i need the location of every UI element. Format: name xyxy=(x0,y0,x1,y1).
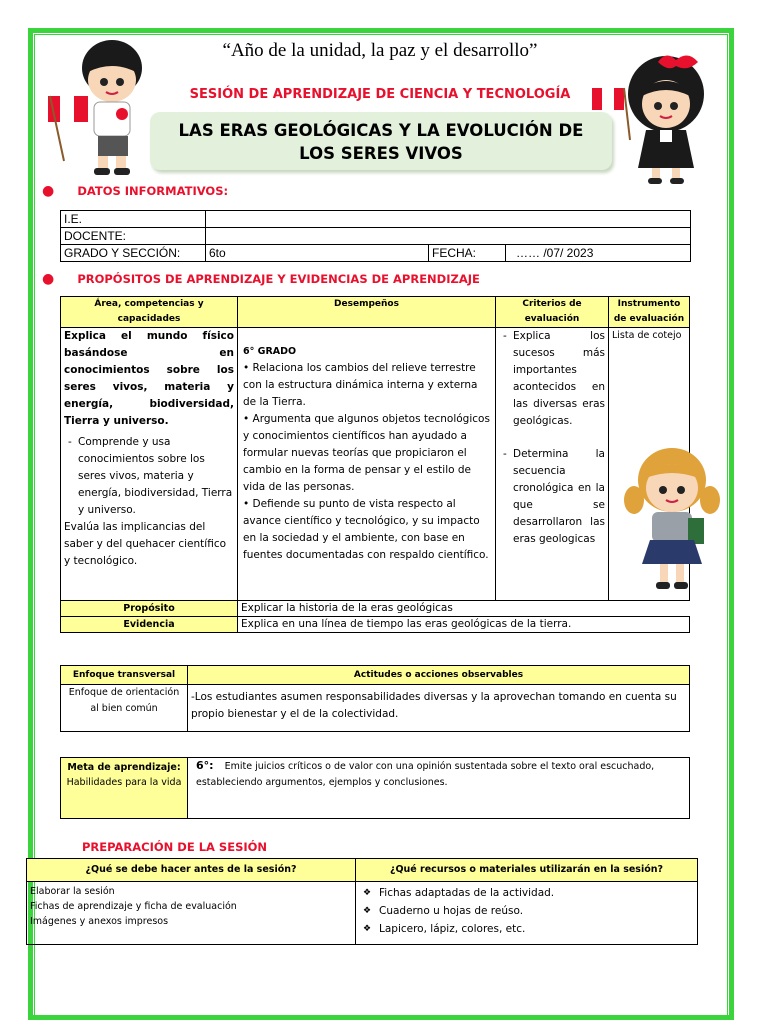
diamond-bullet-icon: ❖ xyxy=(363,924,372,934)
session-title-line2: LOS SERES VIVOS xyxy=(299,144,463,163)
proposito-value: Explicar la historia de la eras geológicas xyxy=(238,601,690,617)
docente-value xyxy=(206,228,691,245)
recurso-item xyxy=(359,920,694,938)
enfoque-actitud: -Los estudiantes asumen responsabilidades diversas y la aprovechan tomando en cuenta su propio bienestar y el de la colectividad. xyxy=(188,685,690,732)
meta-sub-label: Habilidades para la vida xyxy=(66,777,182,788)
fecha-value: …… /07/ 2023 xyxy=(506,245,691,262)
capacidad-2: Evalúa las implicancias del saber y del quehacer científico y tecnológico. xyxy=(64,521,227,567)
datos-heading-row xyxy=(42,180,228,199)
instrumento: Lista de cotejo xyxy=(612,330,682,341)
criterio-2: - Determina la secuencia cronológica en la que se desarrollaron las eras geologicas xyxy=(513,446,605,548)
datos-table xyxy=(60,210,691,262)
recurso-item xyxy=(359,884,694,902)
antes-item: Elaborar la sesión xyxy=(30,886,115,897)
desempeno-1: • Relaciona los cambios del relieve terrestre con la estructura dinámica interna y externa de la Tierra. xyxy=(243,362,478,408)
preparacion-header-left: ¿Qué se debe hacer antes de la sesión? xyxy=(27,859,356,882)
enfoque-header-left: Enfoque transversal xyxy=(61,666,188,685)
capacidad-1: - Comprende y usa conocimientos sobre los seres vivos, materia y energía, biodiversidad, Tierra y universo. xyxy=(78,434,234,519)
criterios-list xyxy=(499,328,605,548)
propositos-heading-row xyxy=(42,268,480,287)
col-desempenos: Desempeños xyxy=(238,297,496,328)
meta-grade: 6°: xyxy=(196,759,214,772)
preparacion-table xyxy=(26,858,698,945)
bullet-icon: ● xyxy=(42,271,55,287)
boy-with-flag-illustration xyxy=(42,36,152,181)
session-title-box xyxy=(150,112,612,170)
evidencia-label: Evidencia xyxy=(61,617,238,633)
meta-label: Meta de aprendizaje: xyxy=(67,762,181,773)
datos-heading: DATOS INFORMATIVOS: xyxy=(77,184,229,198)
recurso-item xyxy=(359,902,694,920)
desempeno-2: • Argumenta que algunos objetos tecnológicos y conocimientos científicos han ayudado a formular nuevas teorías que propiciaron el cambio en la forma de pensar y el estilo de vida de las personas. xyxy=(243,413,490,493)
enfoque-header-right: Actitudes o acciones observables xyxy=(188,666,690,685)
meta-text-cell xyxy=(188,758,690,819)
enfoque-name: Enfoque de orientación al bien común xyxy=(61,685,188,732)
evidencia-value: Explica en una línea de tiempo las eras geológicas de la tierra. xyxy=(238,617,690,633)
recurso-text: Fichas adaptadas de la actividad. xyxy=(379,887,555,899)
propositos-table xyxy=(60,296,690,633)
antes-item: Imágenes y anexos impresos xyxy=(30,916,169,927)
enfoque-table xyxy=(60,665,690,732)
recurso-text: Lapicero, lápiz, colores, etc. xyxy=(379,923,526,935)
criterios-cell xyxy=(496,328,609,601)
meta-label-cell xyxy=(61,758,188,819)
capacidades-list xyxy=(64,434,234,519)
desempeno-3: • Defiende su punto de vista respecto al avance científico y tecnológico, y su impacto en la sociedad y el ambiente, con base en fuentes documentadas con respaldo científico. xyxy=(243,498,489,561)
diamond-bullet-icon: ❖ xyxy=(363,906,372,916)
docente-label: DOCENTE: xyxy=(61,228,206,245)
grado-title: 6° GRADO xyxy=(243,346,297,357)
col-area: Área, competencias y capacidades xyxy=(61,297,238,328)
meta-text: Emite juicios críticos o de valor con una opinión sustentada sobre el texto oral escuchado, estableciendo argumentos, ejemplos y conclusiones. xyxy=(196,761,655,788)
ie-label: I.E. xyxy=(61,211,206,228)
antes-item: Fichas de aprendizaje y ficha de evaluación xyxy=(30,901,237,912)
preparacion-header-right: ¿Qué recursos o materiales utilizarán en la sesión? xyxy=(356,859,698,882)
recursos-cell xyxy=(356,882,698,945)
area-cell xyxy=(61,328,238,601)
meta-table xyxy=(60,757,690,819)
recursos-list xyxy=(359,884,694,938)
antes-cell xyxy=(27,882,356,945)
preparacion-heading: PREPARACIÓN DE LA SESIÓN xyxy=(82,840,268,854)
grado-label: GRADO Y SECCIÓN: xyxy=(61,245,206,262)
proposito-label: Propósito xyxy=(61,601,238,617)
competencia: Explica el mundo físico basándose en conocimientos sobre los seres vivos, materia y energía, biodiversidad, Tierra y universo. xyxy=(64,330,234,427)
girl-student-illustration xyxy=(622,440,722,600)
col-instrumento: Instrumento de evaluación xyxy=(609,297,690,328)
col-criterios: Criterios de evaluación xyxy=(496,297,609,328)
propositos-heading: PROPÓSITOS DE APRENDIZAJE Y EVIDENCIAS DE APRENDIZAJE xyxy=(77,272,480,286)
grado-value: 6to xyxy=(206,245,429,262)
session-title-line1: LAS ERAS GEOLÓGICAS Y LA EVOLUCIÓN DE xyxy=(178,121,584,140)
ie-value xyxy=(206,211,691,228)
desempenos-cell xyxy=(238,328,496,601)
bullet-icon: ● xyxy=(42,183,55,199)
motto: “Año de la unidad, la paz y el desarrollo” xyxy=(222,40,538,61)
fecha-label: FECHA: xyxy=(429,245,506,262)
diamond-bullet-icon: ❖ xyxy=(363,888,372,898)
criterio-1: - Explica los sucesos más importantes acontecidos en las diversas eras geológicas. xyxy=(513,328,605,430)
session-heading: SESIÓN DE APRENDIZAJE DE CIENCIA Y TECNOLOGÍA xyxy=(189,87,571,102)
recurso-text: Cuaderno u hojas de reúso. xyxy=(379,905,524,917)
